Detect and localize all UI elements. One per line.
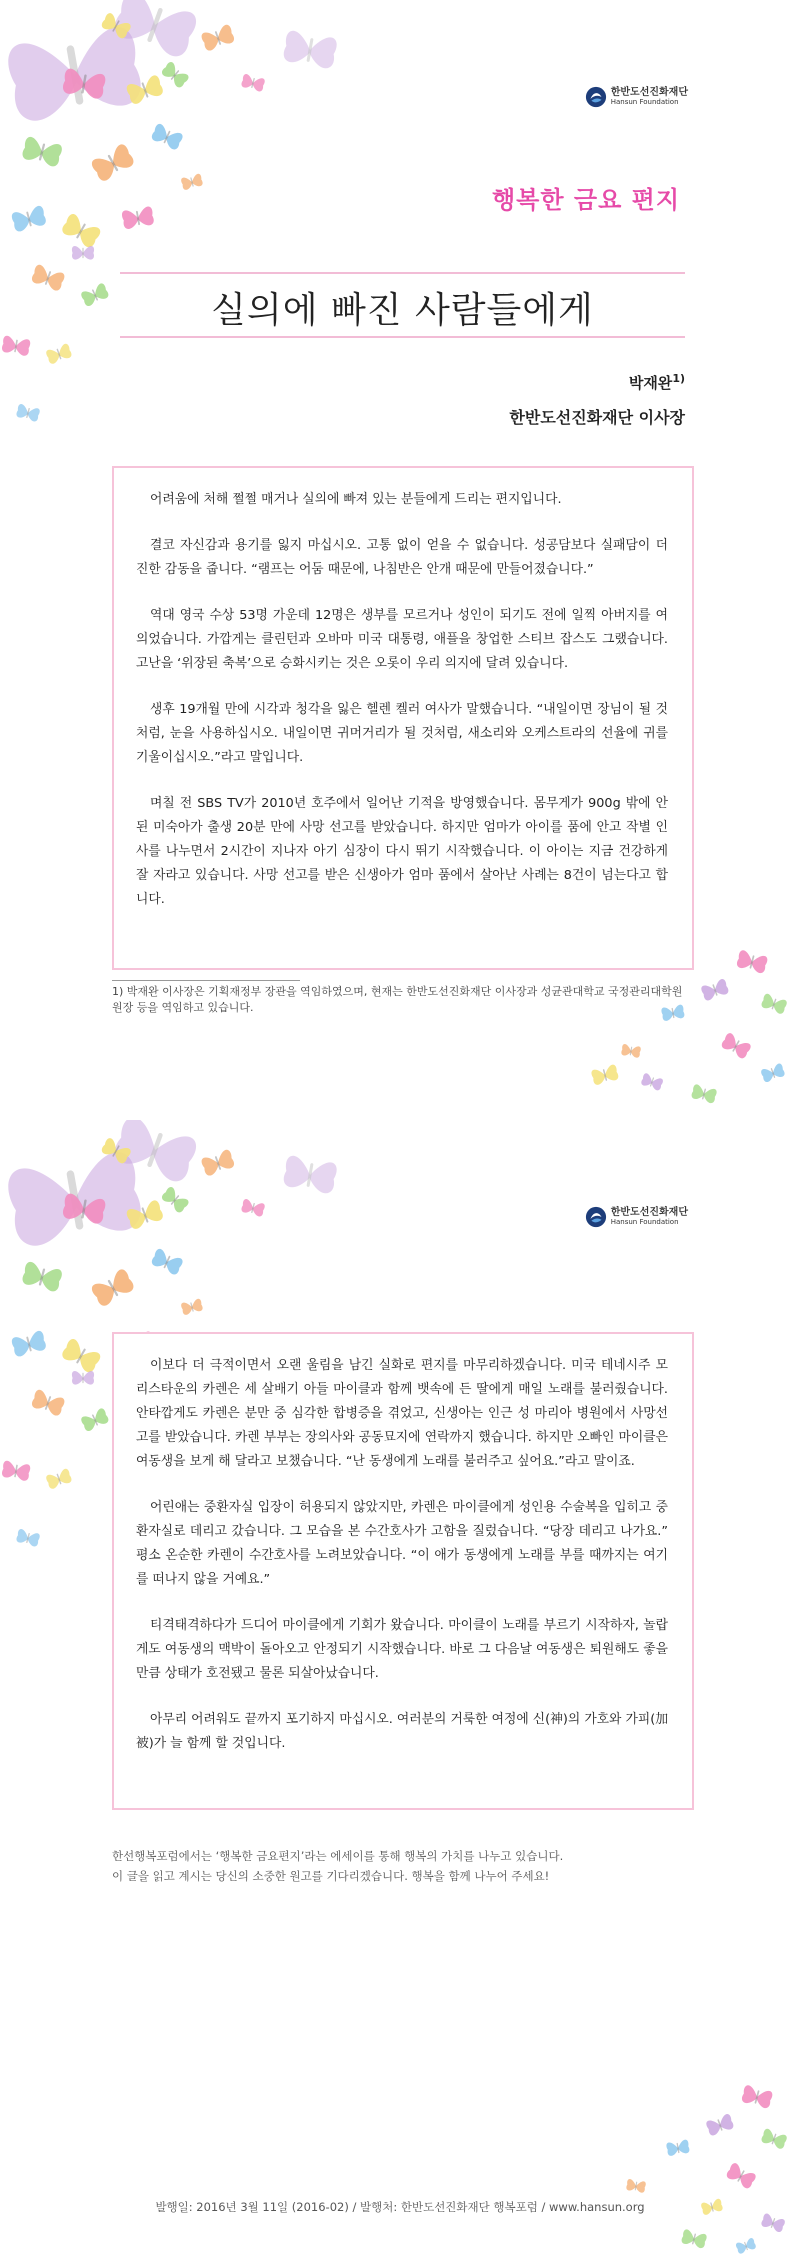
butterfly-icon xyxy=(70,1365,96,1391)
hansun-logo xyxy=(585,86,688,108)
butterfly-icon xyxy=(90,1265,136,1311)
butterfly-icon xyxy=(660,1000,686,1026)
butterfly-icon xyxy=(200,1145,236,1181)
letter-body-box-2 xyxy=(112,1332,694,1810)
butterfly-icon xyxy=(80,280,110,310)
butterfly-icon xyxy=(160,60,190,90)
butterfly-icon xyxy=(625,2175,647,2197)
paragraph: 아무리 어려워도 끝까지 포기하지 마십시오. 여러분의 거룩한 여정에 신(神)의 가호와 가피(加被)가 늘 함께 할 것입니다. xyxy=(136,1712,668,1751)
butterfly-icon xyxy=(15,400,41,426)
butterfly-icon xyxy=(15,1525,41,1551)
butterfly-icon xyxy=(735,2235,757,2257)
butterfly-icon xyxy=(725,2160,757,2192)
paragraph: 생후 19개월 만에 시각과 청각을 잃은 헬렌 켈러 여사가 말했습니다. “내일이면 장님이 될 것처럼, 눈을 사용하십시오. 내일이면 귀머거리가 될 것처럼, 새소리와 오케스트라의 선율에 귀를 기울이십시오.”라고 말입니다. xyxy=(136,702,668,765)
butterfly-icon xyxy=(100,1135,132,1167)
closing-line: 한선행복포럼에서는 ‘행복한 금요편지’라는 에세이를 통해 행복의 가치를 나누고 있습니다. xyxy=(112,1849,564,1863)
butterfly-icon xyxy=(150,120,184,154)
butterfly-icon xyxy=(30,260,66,296)
butterfly-icon xyxy=(80,1405,110,1435)
butterfly-icon xyxy=(100,10,132,42)
paragraph: 티격태격하다가 드디어 마이클에게 기회가 왔습니다. 마이클이 노래를 부르기 시작하자, 놀랍게도 여동생의 맥박이 돌아오고 안정되기 시작했습니다. 바로 그 다음날 여동생은 퇴원해도 좋을 만큼 상태가 호전됐고 물론 되살아났습니다. xyxy=(136,1618,668,1681)
butterfly-icon xyxy=(90,140,136,186)
butterfly-icon xyxy=(240,1195,266,1221)
butterfly-icon xyxy=(10,1325,48,1363)
logo-text-english: Hansun Foundation xyxy=(610,97,679,106)
logo-text-korean: 한반도선진화재단 xyxy=(610,1207,688,1219)
closing-note xyxy=(112,1846,712,1886)
title-rule-top xyxy=(120,272,685,274)
author-block xyxy=(509,372,685,428)
logo-text-korean: 한반도선진화재단 xyxy=(610,87,688,99)
series-title: 행복한 금요 편지 xyxy=(492,186,680,214)
butterfly-icon xyxy=(180,1295,204,1319)
logo-text-english: Hansun Foundation xyxy=(610,1217,679,1226)
paragraph: 역대 영국 수상 53명 가운데 12명은 생부를 모르거나 성인이 되기도 전에 일찍 아버지를 여의었습니다. 가깝게는 클린턴과 오바마 미국 대통령, 애플을 창업한 스티브 잡스도 그랬습니다. 고난을 ‘위장된 축복’으로 승화시키는 것은 오롯이 우리 의지에 달려 있습니다. xyxy=(136,608,668,671)
butterfly-icon xyxy=(705,2110,735,2140)
letter-page-1 xyxy=(0,0,800,1120)
letter-page-2 xyxy=(0,1120,800,2266)
butterfly-icon xyxy=(735,945,769,979)
paragraph: 며칠 전 SBS TV가 2010년 호주에서 일어난 기적을 방영했습니다. 몸무게가 900g 밖에 안 된 미숙아가 출생 20분 만에 사망 선고를 받았습니다. 하지만 엄마가 아이를 품에 안고 작별 인사를 나누면서 2시간이 지나자 아기 심장이 다시 뛰기 시작했습니다. 이 아이는 지금 건강하게 잘 자라고 있습니다. 사망 선고를 받은 신생아가 엄마 품에서 살아난 사례는 8건이 넘는다고 합니다. xyxy=(136,796,668,907)
butterfly-icon xyxy=(160,1185,190,1215)
butterfly-icon xyxy=(700,975,730,1005)
footnote: 1) 박재완 이사장은 기획재정부 장관을 역임하였으며, 현재는 한반도선진화재단 이사장과 성균관대학교 국정관리대학원 원장 등을 역임하고 있습니다. xyxy=(112,985,683,1014)
page-title: 실의에 빠진 사람들에게 xyxy=(211,290,594,331)
butterfly-icon xyxy=(665,2135,691,2161)
butterfly-icon xyxy=(180,170,204,194)
author-footnote-mark: 1) xyxy=(672,372,685,385)
butterfly-icon xyxy=(680,2225,708,2253)
hansun-logo-icon xyxy=(585,1206,607,1228)
letter-body-box-1 xyxy=(112,466,694,970)
butterfly-icon xyxy=(690,1080,718,1108)
hansun-logo xyxy=(585,1206,688,1228)
butterfly-icon xyxy=(200,20,236,56)
butterfly-icon xyxy=(0,1455,32,1487)
butterfly-icon xyxy=(280,1145,340,1205)
butterfly-icon xyxy=(60,60,108,108)
publication-info: 발행일: 2016년 3월 11일 (2016-02) / 발행처: 한반도선진화재단 행복포럼 / www.hansun.org xyxy=(155,2200,645,2214)
butterfly-icon xyxy=(240,70,266,96)
butterfly-icon xyxy=(760,990,788,1018)
butterfly-icon xyxy=(120,200,156,236)
butterfly-icon xyxy=(45,1465,73,1493)
butterfly-icon xyxy=(30,1385,66,1421)
paragraph: 어린애는 중환자실 입장이 허용되지 않았지만, 카렌은 마이클에게 성인용 수술복을 입히고 중환자실로 데리고 갔습니다. 그 모습을 본 수간호사가 고함을 질렀습니다. “당장 데리고 나가요.” 평소 온순한 카렌이 수간호사를 노려보았습니다. “이 애가 동생에게 노래를 부를 때까지는 여기를 떠나지 않을 거예요.” xyxy=(136,1500,668,1587)
butterfly-icon xyxy=(150,1245,184,1279)
author-name: 박재완 xyxy=(628,374,673,392)
butterfly-icon xyxy=(280,20,340,80)
closing-line: 이 글을 읽고 계시는 당신의 소중한 원고를 기다리겠습니다. 행복을 함께 나누어 주세요! xyxy=(112,1869,550,1883)
butterfly-icon xyxy=(740,2080,774,2114)
butterfly-icon xyxy=(720,1030,752,1062)
butterfly-icon xyxy=(20,130,64,174)
butterfly-icon xyxy=(620,1040,642,1062)
butterfly-icon xyxy=(20,1255,64,1299)
footnote-rule xyxy=(112,980,300,981)
paragraph: 어려움에 처해 쩔쩔 매거나 실의에 빠져 있는 분들에게 드리는 편지입니다. xyxy=(150,492,562,507)
author-organization: 한반도선진화재단 이사장 xyxy=(509,408,685,427)
paragraph: 이보다 더 극적이면서 오랜 울림을 남긴 실화로 편지를 마무리하겠습니다. 미국 테네시주 모리스타운의 카렌은 세 살배기 아들 마이클과 함께 뱃속에 든 딸에게 매일 노래를 불러줬습니다. 안타깝게도 카렌은 분만 중 심각한 합병증을 겪었고, 신생아는 인근 성 마리아 병원에서 사망선고를 받았습니다. 카렌 부부는 장의사와 공동묘지에 연락까지 했습니다. 하지만 오빠인 마이클은 여동생을 보게 해 달라고 보챘습니다. “난 동생에게 노래를 불러주고 싶어요.”라고 말이죠. xyxy=(136,1358,668,1469)
butterfly-icon xyxy=(45,340,73,368)
paragraph: 결코 자신감과 용기를 잃지 마십시오. 고통 없이 얻을 수 없습니다. 성공담보다 실패담이 더 진한 감동을 줍니다. “램프는 어둠 때문에, 나침반은 안개 때문에 만들어졌습니다.” xyxy=(136,538,668,577)
butterfly-icon xyxy=(760,1060,786,1086)
butterfly-icon xyxy=(760,2125,788,2153)
title-rule-bottom xyxy=(120,336,685,338)
butterfly-icon xyxy=(590,1060,620,1090)
butterfly-icon xyxy=(60,1185,108,1233)
hansun-logo-icon xyxy=(585,86,607,108)
butterfly-icon xyxy=(0,330,32,362)
butterfly-icon xyxy=(10,200,48,238)
butterfly-icon xyxy=(70,240,96,266)
butterfly-icon xyxy=(640,1070,664,1094)
